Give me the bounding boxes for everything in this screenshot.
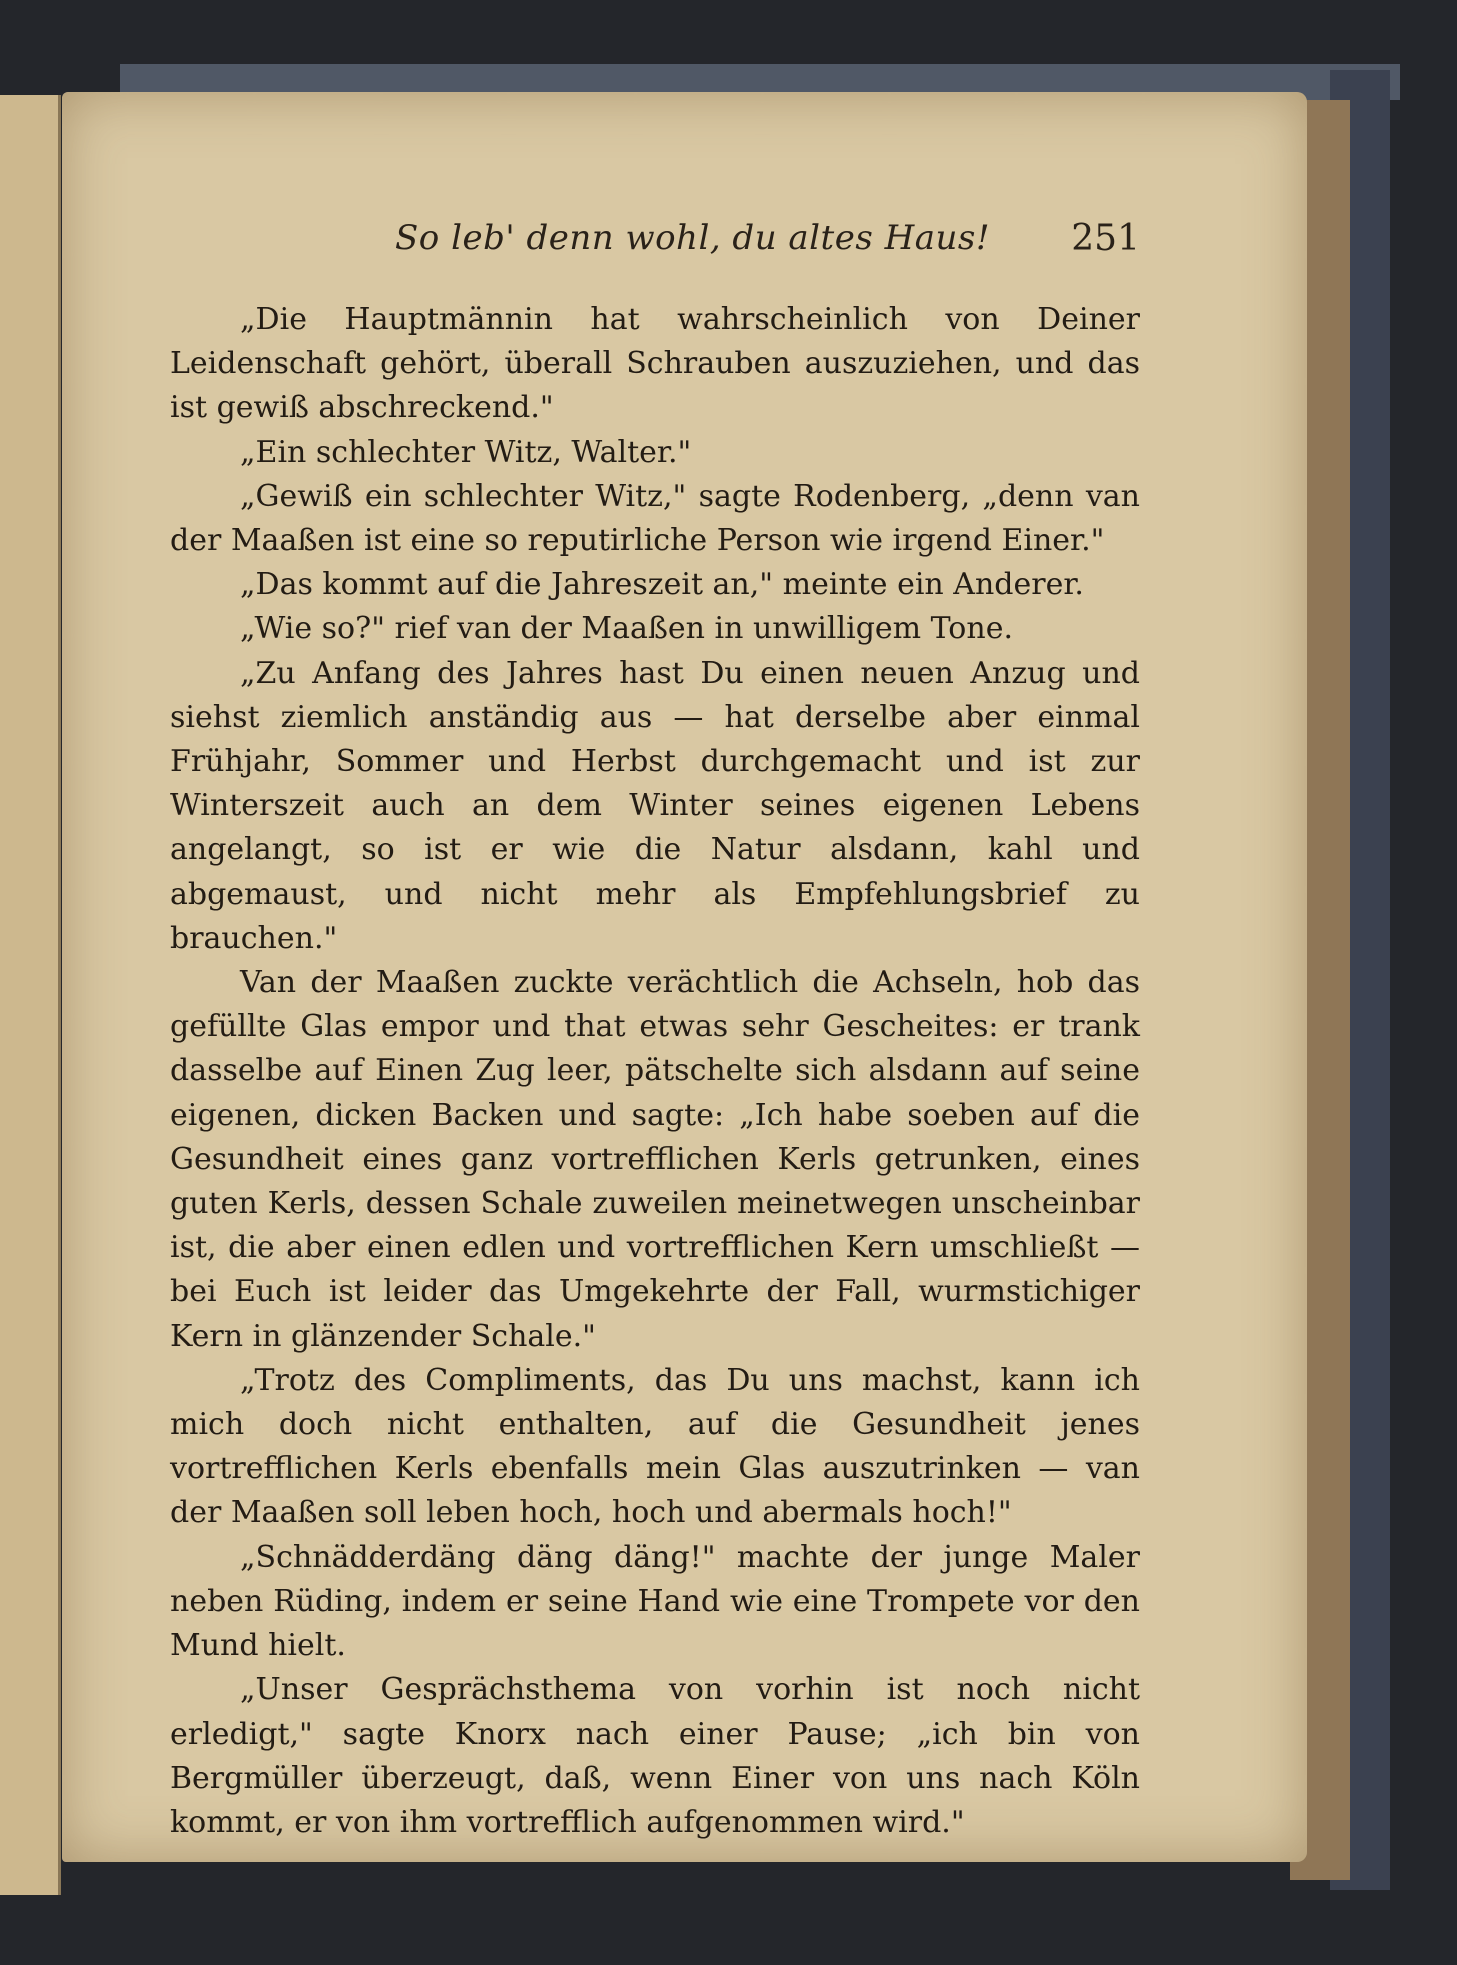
- facing-page-edge: [0, 95, 61, 1895]
- running-head: So leb' denn wohl, du altes Haus!: [395, 218, 991, 258]
- body-text: [170, 298, 1140, 1845]
- paragraph: „Unser Gesprächsthema von vorhin ist noch nicht erledigt," sagte Knorx nach einer Pause; „ich bin von Bergmüller überzeugt, daß, wenn Einer von uns nach Köln kommt, er von ihm vortrefflich aufgenommen wird.": [170, 1672, 1140, 1840]
- paragraph: „Schnädderdäng däng däng!" machte der junge Maler neben Rüding, indem er seine Hand wie eine Trompete vor den Mund hielt.: [170, 1539, 1140, 1664]
- paragraph: „Wie so?" rief van der Maaßen in unwilligem Tone.: [240, 611, 1013, 647]
- paragraph: Van der Maaßen zuckte verächtlich die Achseln, hob das gefüllte Glas empor und that etwas sehr Gescheites: er trank dasselbe auf Einen Zug leer, pätschelte sich alsdann auf seine eigenen, dicken Backen und sagte: „Ich habe soeben auf die Gesundheit eines ganz vortrefflichen Kerls getrunken, eines guten Kerls, dessen Schale zuweilen meinetwegen unscheinbar ist, die aber einen edlen und vortrefflichen Kern umschließt — bei Euch ist leider das Umgekehrte der Fall, wurmstichiger Kern in glänzender Schale.": [170, 965, 1140, 1354]
- paragraph: „Das kommt auf die Jahreszeit an," meinte ein Anderer.: [240, 567, 1084, 603]
- paragraph: „Gewiß ein schlechter Witz," sagte Rodenberg, „denn van der Maaßen ist eine so reputirliche Person wie irgend Einer.": [170, 478, 1140, 559]
- page-number: 251: [1071, 218, 1140, 259]
- paragraph: „Trotz des Compliments, das Du uns machst, kann ich mich doch nicht enthalten, auf die Gesundheit jenes vortrefflichen Kerls ebenfalls mein Glas auszutrinken — van der Maaßen soll leben hoch, hoch und abermals hoch!": [170, 1362, 1140, 1531]
- paragraph: „Die Hauptmännin hat wahrscheinlich von Deiner Leidenschaft gehört, überall Schrauben auszuziehen, und das ist gewiß abschreckend.": [170, 302, 1140, 426]
- page-header: [170, 218, 1140, 274]
- paragraph: „Zu Anfang des Jahres hast Du einen neuen Anzug und siehst ziemlich anständig aus — hat derselbe aber einmal Frühjahr, Sommer und Herbst durchgemacht und ist zur Winterszeit auch an dem Winter seines eigenen Lebens angelangt, so ist er wie die Natur alsdann, kahl und abgemaust, und nicht mehr als Empfehlungsbrief zu brauchen.": [170, 655, 1140, 956]
- paragraph: „Ein schlechter Witz, Walter.": [240, 434, 692, 470]
